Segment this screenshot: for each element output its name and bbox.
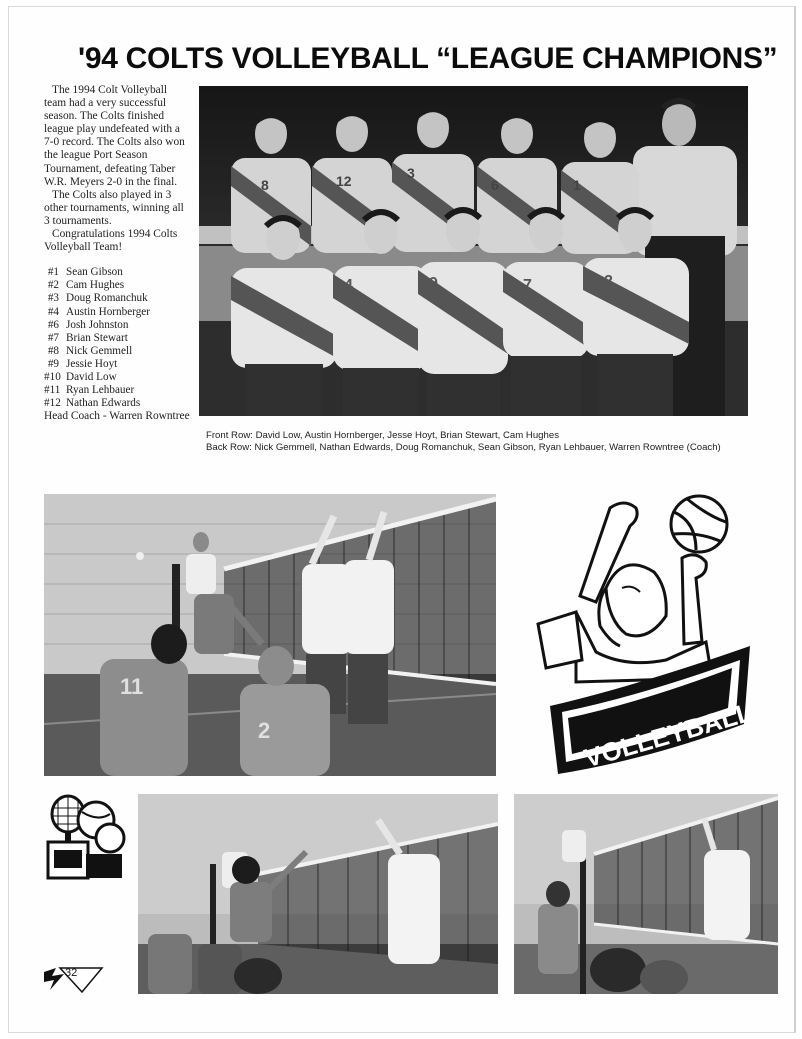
- jersey-number: 1: [573, 177, 581, 193]
- jersey-number: 4: [344, 277, 353, 294]
- head-coach-credit: Head Coach - Warren Rowntree: [44, 410, 190, 423]
- jersey-number: 6: [491, 177, 499, 193]
- jersey-number: 9: [429, 275, 438, 292]
- volleyball-icon: [671, 496, 727, 552]
- roster-item: #7 Brian Stewart: [47, 331, 128, 344]
- action-photo-net-block: [44, 494, 496, 776]
- roster-item: #9 Jessie Hoyt: [47, 357, 118, 370]
- jersey-number: 7: [523, 277, 532, 294]
- action-photo-block-right: [514, 794, 778, 994]
- roster-item: #2 Cam Hughes: [47, 279, 125, 292]
- jersey-number: 8: [261, 177, 269, 193]
- jersey-number: 11: [120, 674, 144, 699]
- jersey-number: 2: [604, 273, 613, 290]
- intro-column: [44, 84, 192, 423]
- page-number: 32: [65, 967, 78, 979]
- sports-equipment-clipart: [46, 794, 126, 880]
- team-photo: [199, 86, 748, 416]
- jersey-number: 12: [336, 173, 352, 189]
- roster-list: [44, 266, 192, 423]
- roster-item: #12 Nathan Edwards: [44, 397, 141, 410]
- roster-item: #11 Ryan Lehbauer: [44, 384, 135, 397]
- intro-paragraph: Congratulations 1994 Colts Volleyball Team!: [44, 228, 178, 254]
- roster-item: #4 Austin Hornberger: [47, 305, 150, 318]
- front-row-players: [231, 208, 689, 416]
- roster-item: #8 Nick Gemmell: [47, 344, 133, 357]
- caption-back-row: Back Row: Nick Gemmell, Nathan Edwards, Doug Romanchuk, Sean Gibson, Ryan Lehbauer, Warren Rowntree (Coach): [206, 442, 721, 454]
- intro-paragraph: The 1994 Colt Volleyball team had a very successful season. The Colts finished league play undefeated with a 7-0 record. The Colts also won the league Port Season Tournament, defeating Taber W.R. Meyers 2-0 in the final.: [44, 84, 185, 188]
- caption-front-row: Front Row: David Low, Austin Hornberger, Jesse Hoyt, Brian Stewart, Cam Hughes: [206, 430, 559, 441]
- volleyball-banner-text: VOLLEYBALL: [580, 696, 756, 774]
- intro-paragraph: The Colts also played in 3 other tournaments, winning all 3 tournaments.: [44, 188, 184, 227]
- page-title: '94 COLTS VOLLEYBALL “LEAGUE CHAMPIONS”: [78, 42, 778, 75]
- jersey-number: 2: [258, 718, 271, 743]
- jersey-number: 3: [407, 165, 415, 181]
- roster-item: #6 Josh Johnston: [47, 318, 129, 331]
- roster-item: #3 Doug Romanchuk: [47, 292, 148, 305]
- lightning-icon: [44, 968, 64, 990]
- jersey-number: 10: [249, 294, 267, 311]
- team-photo-caption: [206, 430, 766, 455]
- roster-item: #1 Sean Gibson: [47, 266, 123, 279]
- volleyball-clipart: [536, 492, 756, 776]
- action-photo-spike: [138, 794, 498, 994]
- roster-item: #10 David Low: [44, 370, 117, 383]
